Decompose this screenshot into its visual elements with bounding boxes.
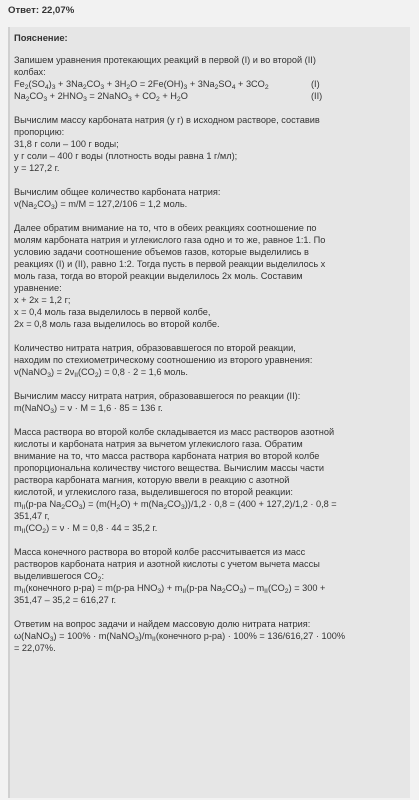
- text-line: Вычислим общее количество карбоната натрия:: [14, 187, 221, 197]
- answer-text: Ответ: 22,07%: [8, 5, 75, 16]
- equation-text: $Na_2CO_3 + 2HNO_3$ = 2NaNO$_3$ + $CO_2 + H_2O$: [14, 91, 188, 103]
- reaction-equation: [14, 90, 396, 102]
- text-line: $m_{II}(конечного$ р-ра) = m(р-ра $HNO_3) + m_{II}(р-ра$ $Na_2CO_3) - m_{II}(CO_2) = 300$ +: [14, 583, 326, 595]
- text-line: $\nu(Na_2CO_3) = m/M = 127,2/106 = 1,2$ моль.: [14, 199, 188, 211]
- text-line: Далее обратим внимание на то, что в обеих реакциях соотношение по: [14, 223, 317, 233]
- paragraph: [14, 618, 396, 654]
- text-line: х + 2х = 1,2 г;: [14, 295, 71, 305]
- text-line: моль газа, тогда во второй реакции выделилось 2х моль. Составим: [14, 271, 303, 281]
- text-line: m(NaNO$_3$) = ν · M = 1,6 · 85 = 136 г.: [14, 403, 163, 415]
- text-line: выделившегося $CO_2$:: [14, 571, 105, 583]
- reaction-equation: [14, 78, 396, 90]
- text-line: находим по стехиометрическому соотношению из второго уравнения:: [14, 355, 313, 365]
- answer-bar: [0, 0, 419, 22]
- text-line: Вычислим массу нитрата натрия, образовавшегося по реакции (II):: [14, 391, 301, 401]
- explanation-body: [14, 54, 396, 666]
- text-line: пропорциональна количеству чистого вещества. Вычислим массы части: [14, 463, 324, 473]
- text-line: 2х = 0,8 моль газа выделилось во второй колбе.: [14, 319, 220, 329]
- text-line: Запишем уравнения протекающих реакций в первой (I) и во второй (II): [14, 55, 316, 65]
- text-line: кислотой, и углекислого газа, выделившегося по второй реакции:: [14, 487, 293, 497]
- paragraph: [14, 342, 396, 378]
- text-line: уравнение:: [14, 283, 62, 293]
- text-line: Количество нитрата натрия, образовавшегося по второй реакции,: [14, 343, 296, 353]
- text-line: = 22,07%.: [14, 643, 56, 653]
- equation-number: (II): [311, 91, 323, 101]
- text-line: молям карбоната натрия и углекислого газа одно и то же, равное 1:1. По: [14, 235, 326, 245]
- text-line: колбах:: [14, 67, 46, 77]
- equation-text: $Fe_2(SO_4)_3 + 3Na_2CO_3 + 3H_2O = 2Fe(OH)_3 + 3Na_2SO_4 + 3CO_2$: [14, 79, 269, 91]
- text-line: кислоты и карбоната натрия за вычетом углекислого газа. Обратим: [14, 439, 303, 449]
- explanation-title: Пояснение:: [14, 32, 68, 43]
- text-line: пропорцию:: [14, 127, 65, 137]
- text-line: раствора карбоната магния, которую ввели в реакцию с азотной: [14, 475, 290, 485]
- text-line: у = 127,2 г.: [14, 163, 60, 173]
- text-line: х = 0,4 моль газа выделилось в первой колбе,: [14, 307, 211, 317]
- paragraph: [14, 390, 396, 414]
- text-line: Масса раствора во второй колбе складывается из масс растворов азотной: [14, 427, 335, 437]
- text-line: Ответим на вопрос задачи и найдем массовую долю нитрата натрия:: [14, 619, 311, 629]
- paragraph: [14, 222, 396, 330]
- text-line: внимание на то, что масса раствора карбоната натрия во второй колбе: [14, 451, 320, 461]
- text-line: условию задачи соотношение объемов газов, которые выделились в: [14, 247, 309, 257]
- equation-number: (I): [311, 79, 320, 89]
- text-line: 31,8 г соли – 100 г воды;: [14, 139, 119, 149]
- text-line: ω(NaNO$_3$) = $100\% \cdot m(NaNO_3)/m_{II}(конечного$ р-ра) · 100% = 136/616,27 · 100%: [14, 631, 345, 643]
- text-line: $m_{II}(CO_2) = \nu \cdot M = 0,8 \cdot 44 = 35,2$ г.: [14, 523, 158, 535]
- paragraph: [14, 426, 396, 534]
- text-line: растворов карбоната натрия и азотной кислоты с учетом вычета массы: [14, 559, 320, 569]
- text-line: у г соли – 400 г воды (плотность воды равна 1 г/мл);: [14, 151, 238, 161]
- paragraph: [14, 114, 396, 174]
- text-line: 351,47 – 35,2 = 616,27 г.: [14, 595, 117, 605]
- paragraph: [14, 546, 396, 606]
- text-line: $m_{II}(р-ра$ $Na_2CO_3) = (m(H_2O) + m(Na_2CO_3))/1,2 \cdot 0,8 = (400 + 127,2)/1,2 \cdot 0,8$ =: [14, 499, 337, 511]
- text-line: Вычислим массу карбоната натрия (у г) в исходном растворе, составив: [14, 115, 320, 125]
- text-line: реакциях (I) и (II), равно 1:2. Тогда пусть в первой реакции выделилось х: [14, 259, 326, 269]
- text-line: 351,47 г,: [14, 511, 50, 521]
- paragraph: [14, 54, 396, 102]
- paragraph: [14, 186, 396, 210]
- text-line: Масса конечного раствора во второй колбе рассчитывается из масс: [14, 547, 306, 557]
- text-line: ν(NaNO$_3$) = $2\nu_{II}(CO_2) = 0,8 \cdot 2 = 1,6$ моль.: [14, 367, 188, 379]
